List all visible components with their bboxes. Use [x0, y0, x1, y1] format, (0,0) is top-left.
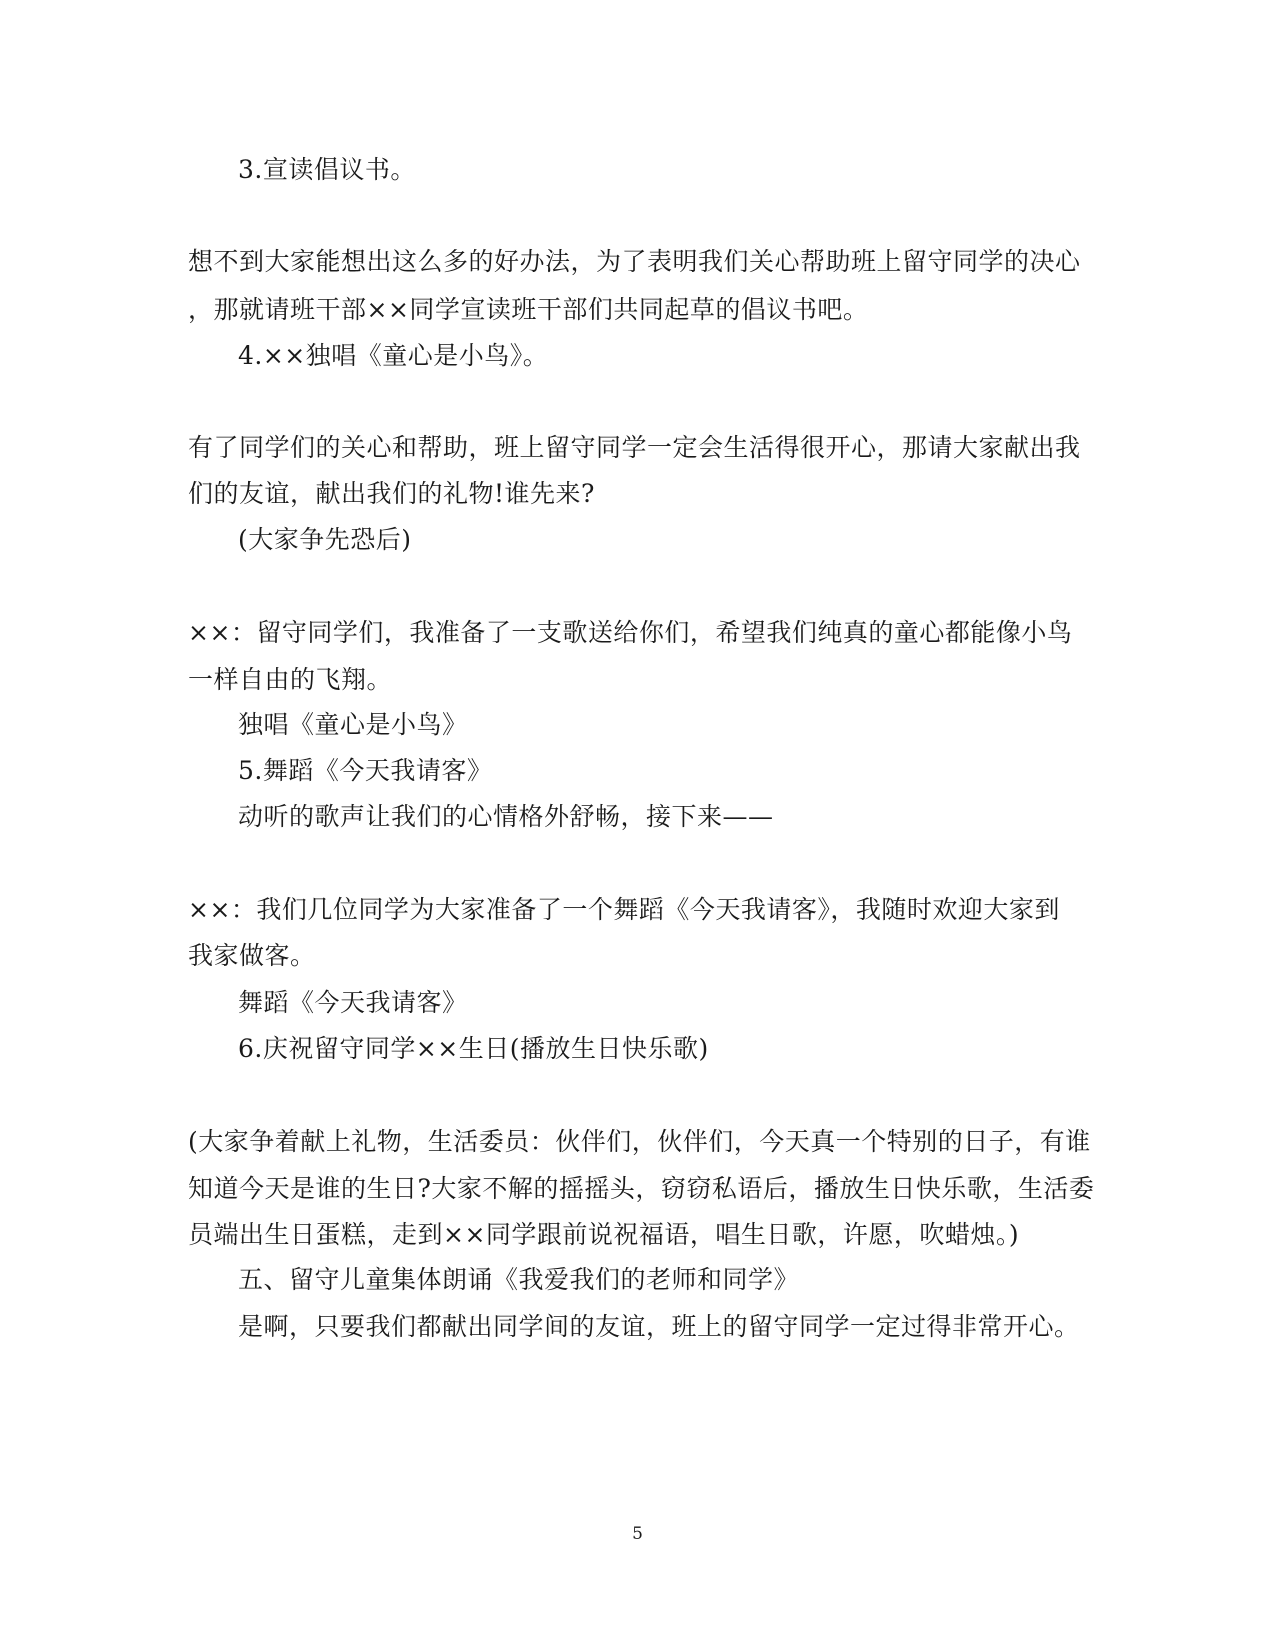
text-line-1: 3.宣读倡议书。 — [238, 155, 416, 184]
text-line-18: 知道今天是谁的生日?大家不解的摇摇头，窃窃私语后，播放生日快乐歌，生活委 — [188, 1174, 1095, 1203]
text-line-2: 想不到大家能想出这么多的好办法，为了表明我们关心帮助班上留守同学的决心 — [188, 247, 1081, 276]
text-line-4: 4.××独唱《童心是小鸟》。 — [238, 341, 549, 370]
text-line-11: 5.舞蹈《今天我请客》 — [238, 756, 493, 785]
text-line-17: (大家争着献上礼物，生活委员：伙伴们，伙伴们，今天真一个特别的日子，有谁 — [188, 1127, 1091, 1156]
text-line-12: 动听的歌声让我们的心情格外舒畅，接下来—— — [238, 802, 774, 831]
text-line-19: 员端出生日蛋糕，走到××同学跟前说祝福语，唱生日歌，许愿，吹蜡烛。) — [188, 1220, 1020, 1249]
text-line-3: ，那就请班干部××同学宣读班干部们共同起草的倡议书吧。 — [188, 295, 869, 324]
text-line-5: 有了同学们的关心和帮助，班上留守同学一定会生活得很开心，那请大家献出我 — [188, 433, 1081, 462]
text-line-10: 独唱《童心是小鸟》 — [238, 710, 468, 739]
text-line-21: 是啊，只要我们都献出同学间的友谊，班上的留守同学一定过得非常开心。 — [238, 1312, 1080, 1341]
text-line-14: 我家做客。 — [188, 941, 316, 970]
text-line-9: 一样自由的飞翔。 — [188, 665, 393, 694]
text-line-7: (大家争先恐后) — [238, 525, 412, 554]
page-number: 5 — [632, 1524, 643, 1544]
text-line-20: 五、留守儿童集体朗诵《我爱我们的老师和同学》 — [238, 1265, 800, 1294]
text-line-13: ××：我们几位同学为大家准备了一个舞蹈《今天我请客》，我随时欢迎大家到 — [188, 895, 1060, 924]
text-line-15: 舞蹈《今天我请客》 — [238, 988, 468, 1017]
text-line-16: 6.庆祝留守同学××生日(播放生日快乐歌) — [238, 1034, 709, 1063]
text-line-8: ××：留守同学们，我准备了一支歌送给你们，希望我们纯真的童心都能像小鸟 — [188, 618, 1073, 647]
text-line-6: 们的友谊，献出我们的礼物!谁先来? — [188, 479, 595, 508]
